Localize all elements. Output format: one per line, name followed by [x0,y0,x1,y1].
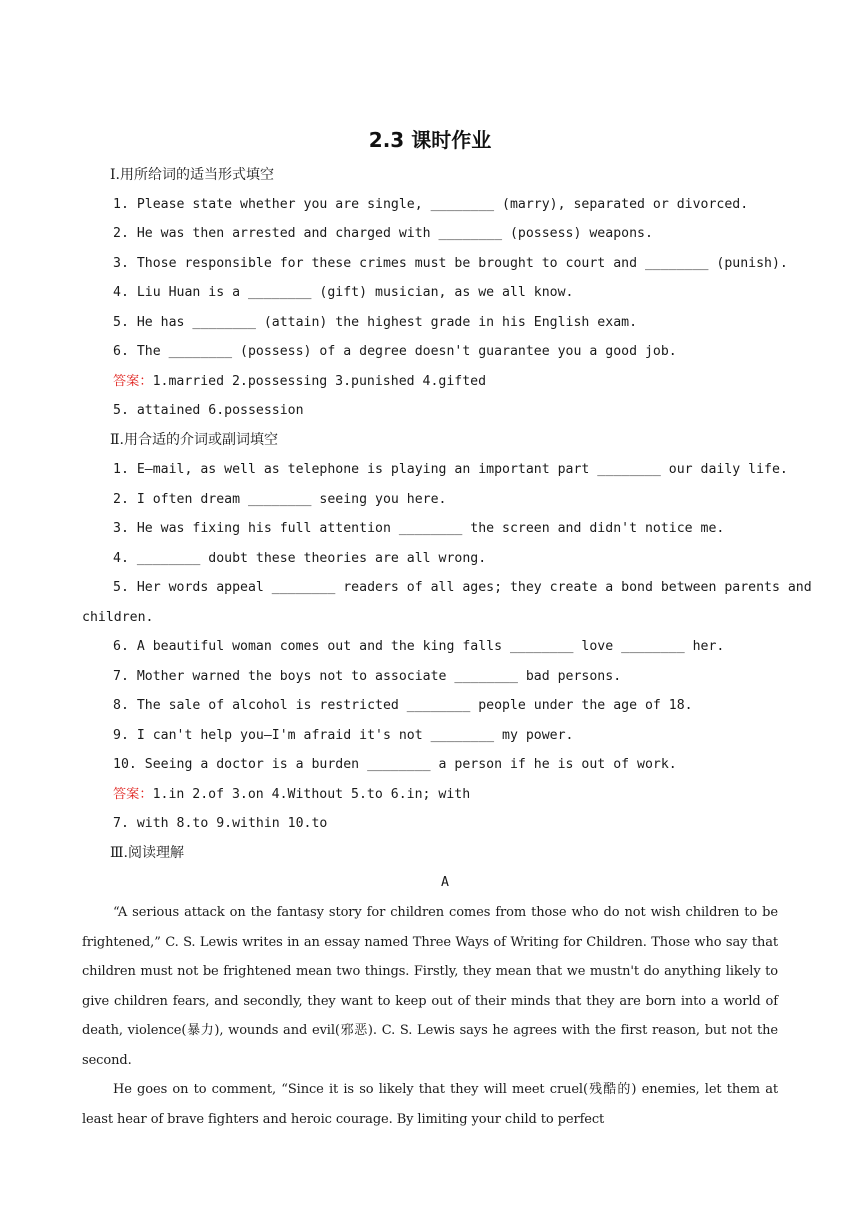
answer-line-continued: 5. attained 6.possession [113,403,304,418]
exercise-item-continued: children. [82,610,154,625]
section-heading-1: Ⅰ.用所给词的适当形式填空 [110,167,274,183]
exercise-item: 3. Those responsible for these crimes must be brought to court and ________ (punish). [113,256,788,271]
exercise-item: 5. Her words appeal ________ readers of all ages; they create a bond between parents and [113,580,812,595]
section-heading-3: Ⅲ.阅读理解 [110,845,184,861]
exercise-item: 4. Liu Huan is a ________ (gift) musician, as we all know. [113,285,574,300]
exercise-item: 4. ________ doubt these theories are all wrong. [113,551,487,566]
exercise-item: 2. I often dream ________ seeing you here. [113,492,447,507]
exercise-item: 8. The sale of alcohol is restricted ________ people under the age of 18. [113,698,693,713]
answer-label: 答案： [113,374,153,389]
exercise-item: 6. The ________ (possess) of a degree doesn't guarantee you a good job. [113,344,677,359]
passage-paragraph-2: He goes on to comment, “Since it is so likely that they will meet cruel(残酷的) enemies, let them at least hear of brave fighters and heroic courage. By limiting your child to perfect [82,1082,778,1127]
passage-paragraph-1: “A serious attack on the fantasy story for children comes from those who do not wish children to be frightened,” C. S. Lewis writes in an essay named Three Ways of Writing for Children. Those who say that children must not be frightened mean two things. Firstly, they mean that we mustn't do anything likely to give children fears, and secondly, they want to keep out of their minds that they are born into a world of death, violence(暴力), wounds and evil(邪恶). C. S. Lewis says he agrees with the first reason, but not the second. [82,905,778,1068]
exercise-item: 9. I can't help you—I'm afraid it's not ________ my power. [113,728,574,743]
answer-text: 1.in 2.of 3.on 4.Without 5.to 6.in; with [152,787,471,802]
answer-text: 1.married 2.possessing 3.punished 4.gifted [152,374,487,389]
exercise-item: 6. A beautiful woman comes out and the king falls ________ love ________ her. [113,639,725,654]
exercise-item: 1. Please state whether you are single, ________ (marry), separated or divorced. [113,197,749,212]
answer-label: 答案： [113,787,153,802]
exercise-item: 1. E—mail, as well as telephone is playing an important part ________ our daily life. [113,462,788,477]
section-heading-2: Ⅱ.用合适的介词或副词填空 [110,432,278,448]
passage-label: A [441,875,449,890]
page-title: 2.3 课时作业 [368,128,492,152]
exercise-item: 7. Mother warned the boys not to associate ________ bad persons. [113,669,622,684]
exercise-item: 2. He was then arrested and charged with ________ (possess) weapons. [113,226,653,241]
exercise-item: 10. Seeing a doctor is a burden ________ a person if he is out of work. [113,757,677,772]
exercise-item: 3. He was fixing his full attention ________ the screen and didn't notice me. [113,521,725,536]
answer-line-continued: 7. with 8.to 9.within 10.to [113,816,328,831]
answer-line [82,785,782,805]
answer-line [82,372,782,392]
exercise-item: 5. He has ________ (attain) the highest grade in his English exam. [113,315,638,330]
